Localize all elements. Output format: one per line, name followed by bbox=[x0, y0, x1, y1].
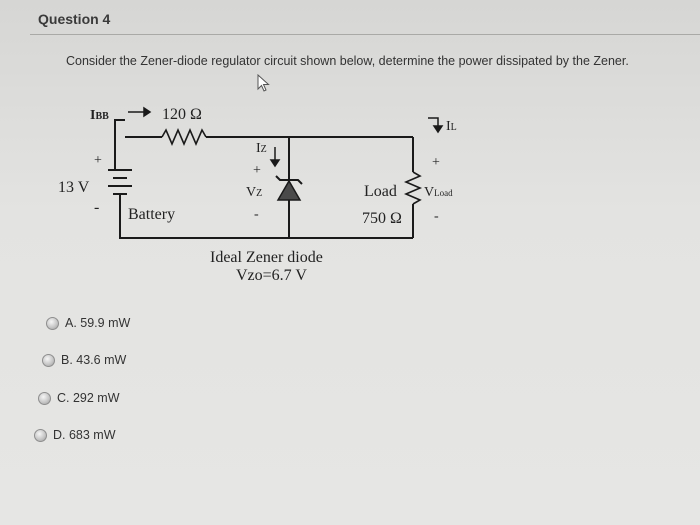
question-prompt: Consider the Zener-diode regulator circuit shown below, determine the power dissipated by the Zener. bbox=[66, 54, 629, 68]
option-b[interactable] bbox=[42, 353, 126, 367]
vload-label: VLoad bbox=[424, 185, 453, 200]
load-resistance: 750 Ω bbox=[362, 210, 402, 227]
radio-button-icon[interactable] bbox=[46, 317, 59, 330]
zener-diode-symbol bbox=[278, 181, 300, 200]
option-d[interactable] bbox=[34, 428, 116, 442]
il-label: IL bbox=[446, 119, 457, 134]
battery-label: Battery bbox=[128, 206, 176, 223]
vz-plus: + bbox=[253, 163, 261, 178]
battery-voltage: 13 V bbox=[58, 179, 90, 196]
resistor-label: 120 Ω bbox=[162, 106, 202, 123]
zener-caption-1: Ideal Zener diode bbox=[210, 249, 323, 266]
vz-label: VZ bbox=[246, 185, 263, 200]
option-label: A. 59.9 mW bbox=[65, 316, 131, 330]
option-label: D. 683 mW bbox=[53, 428, 116, 442]
vload-minus: - bbox=[434, 209, 439, 224]
radio-button-icon[interactable] bbox=[42, 354, 55, 367]
option-label: C. 292 mW bbox=[57, 391, 120, 405]
battery-plus: + bbox=[94, 153, 102, 168]
option-a[interactable] bbox=[46, 316, 130, 330]
radio-button-icon[interactable] bbox=[34, 429, 47, 442]
question-title: Question 4 bbox=[38, 11, 111, 27]
radio-button-icon[interactable] bbox=[38, 392, 51, 405]
option-c[interactable] bbox=[38, 391, 120, 405]
vz-minus: - bbox=[254, 207, 259, 222]
battery-minus: - bbox=[94, 199, 100, 216]
vload-plus: + bbox=[432, 155, 440, 170]
zener-caption-2: Vzo=6.7 V bbox=[236, 267, 307, 284]
ibb-label: IBB bbox=[90, 108, 109, 123]
iz-label: IZ bbox=[256, 141, 267, 156]
option-label: B. 43.6 mW bbox=[61, 353, 127, 367]
load-label: Load bbox=[364, 183, 397, 200]
